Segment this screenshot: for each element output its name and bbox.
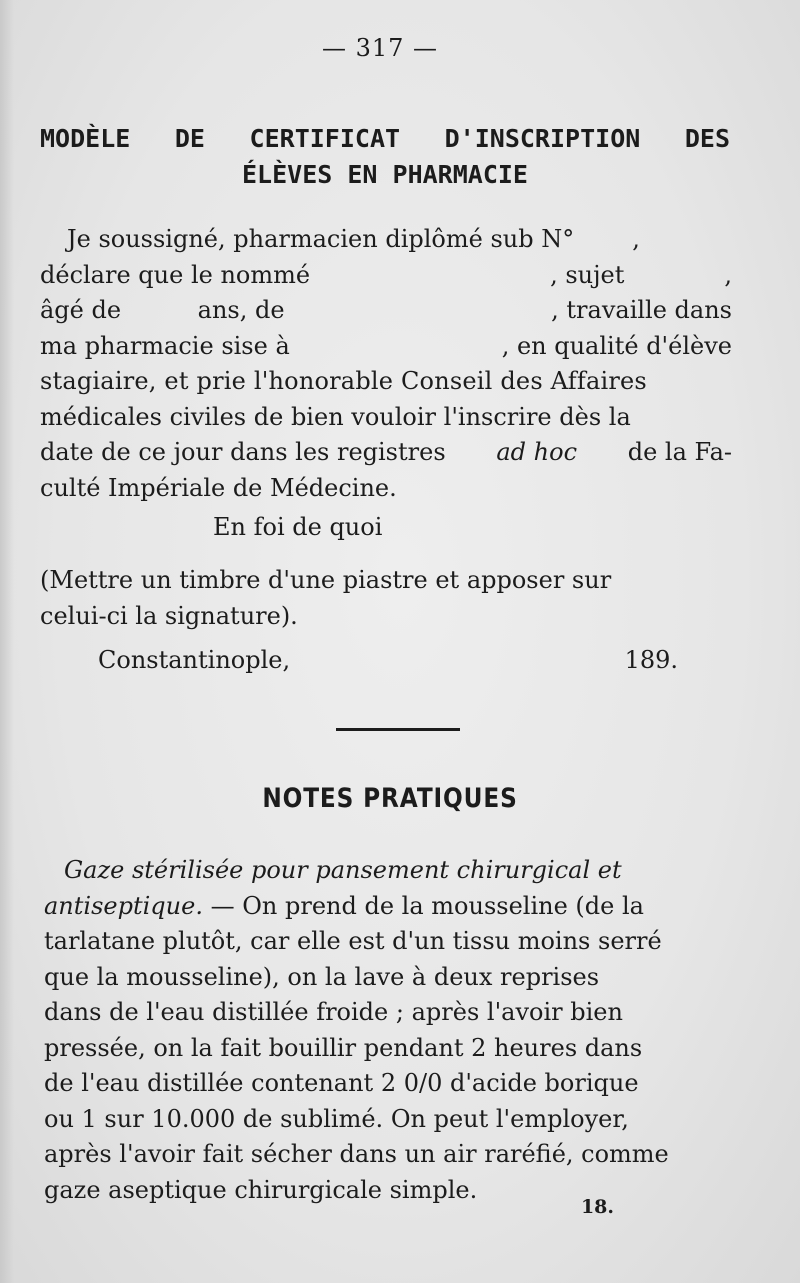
text-span: — On prend de la mousseline (de la (210, 891, 644, 920)
text-span: (Mettre un timbre d'une piastre et apposer sur (40, 566, 612, 594)
stamp-instruction (40, 563, 732, 634)
text-line (44, 1102, 736, 1138)
text-span: , (724, 260, 732, 289)
text-span: date de ce jour dans les registres (40, 438, 446, 466)
text-span: gaze aseptique chirurgicale simple. (44, 1175, 478, 1204)
text-line (40, 329, 732, 365)
text-line (44, 1137, 736, 1173)
certificate-title-line-2: ÉLÈVES EN PHARMACIE (242, 160, 528, 189)
italic-span: Gaze stérilisée pour pansement chirurgical et (64, 856, 622, 884)
text-span: , en qualité d'élève (501, 331, 732, 360)
text-span: déclare que le nommé (40, 260, 311, 289)
certificate-body (40, 222, 732, 506)
text-line (40, 599, 732, 635)
italic-span: ad hoc (496, 438, 578, 466)
text-span: pressée, on la fait bouillir pendant 2 heures dans (44, 1033, 643, 1062)
section-divider (336, 728, 460, 731)
year: 189. (624, 646, 678, 674)
text-span: Je soussigné, pharmacien diplômé sub N° (67, 225, 575, 253)
signature-mark: 18. (580, 1196, 614, 1218)
text-span: stagiaire, et prie l'honorable Conseil des Affaires (40, 367, 647, 395)
text-line (44, 853, 736, 889)
text-line (40, 258, 732, 294)
text-span: après l'avoir fait sécher dans un air raréfié, comme (44, 1140, 669, 1168)
text-span: ma pharmacie sise à (40, 331, 290, 360)
title-word: DE (174, 124, 205, 153)
place-date-line (98, 646, 678, 674)
notes-body (44, 853, 736, 1208)
text-line (40, 222, 732, 258)
text-line (40, 563, 732, 599)
text-span: de l'eau distillée contenant 2 0/0 d'acide borique (44, 1069, 639, 1097)
text-span: dans de l'eau distillée froide ; après l'avoir bien (44, 998, 623, 1026)
title-word: D'INSCRIPTION (444, 124, 641, 153)
text-span: que la mousseline), on la lave à deux reprises (44, 962, 600, 991)
text-line (44, 960, 736, 996)
title-word: DES (684, 124, 731, 153)
text-line (44, 889, 736, 925)
text-line (40, 364, 732, 400)
closing-formula: En foi de quoi (213, 513, 383, 541)
text-span: ans, de (197, 296, 285, 324)
text-line (40, 435, 732, 471)
title-word: CERTIFICAT (249, 124, 401, 153)
notes-title: NOTES PRATIQUES (262, 783, 518, 814)
text-span: âgé de (40, 296, 122, 324)
page-edge-shadow (0, 0, 14, 1283)
text-span: ou 1 sur 10.000 de sublimé. On peut l'employer, (44, 1104, 629, 1133)
text-span: , sujet (550, 260, 625, 289)
italic-span: antiseptique. (44, 891, 203, 920)
certificate-title-line-1 (40, 121, 730, 157)
text-line (44, 1173, 736, 1209)
text-line (40, 471, 732, 507)
text-line (44, 995, 736, 1031)
text-span: culté Impériale de Médecine. (40, 473, 397, 502)
text-line (44, 1031, 736, 1067)
text-line (44, 924, 736, 960)
text-span: , travaille dans (551, 296, 732, 324)
text-line (40, 293, 732, 329)
text-line (44, 1066, 736, 1102)
text-span: médicales civiles de bien vouloir l'inscrire dès la (40, 402, 631, 431)
text-line (40, 400, 732, 436)
place: Constantinople, (98, 646, 291, 674)
text-span: tarlatane plutôt, car elle est d'un tissu moins serré (44, 927, 662, 955)
page-number: — 317 — (321, 34, 439, 62)
text-span: celui-ci la signature). (40, 601, 298, 630)
text-span: de la Fa- (627, 438, 732, 466)
title-word: MODÈLE (40, 124, 131, 153)
text-span: , (632, 225, 640, 253)
